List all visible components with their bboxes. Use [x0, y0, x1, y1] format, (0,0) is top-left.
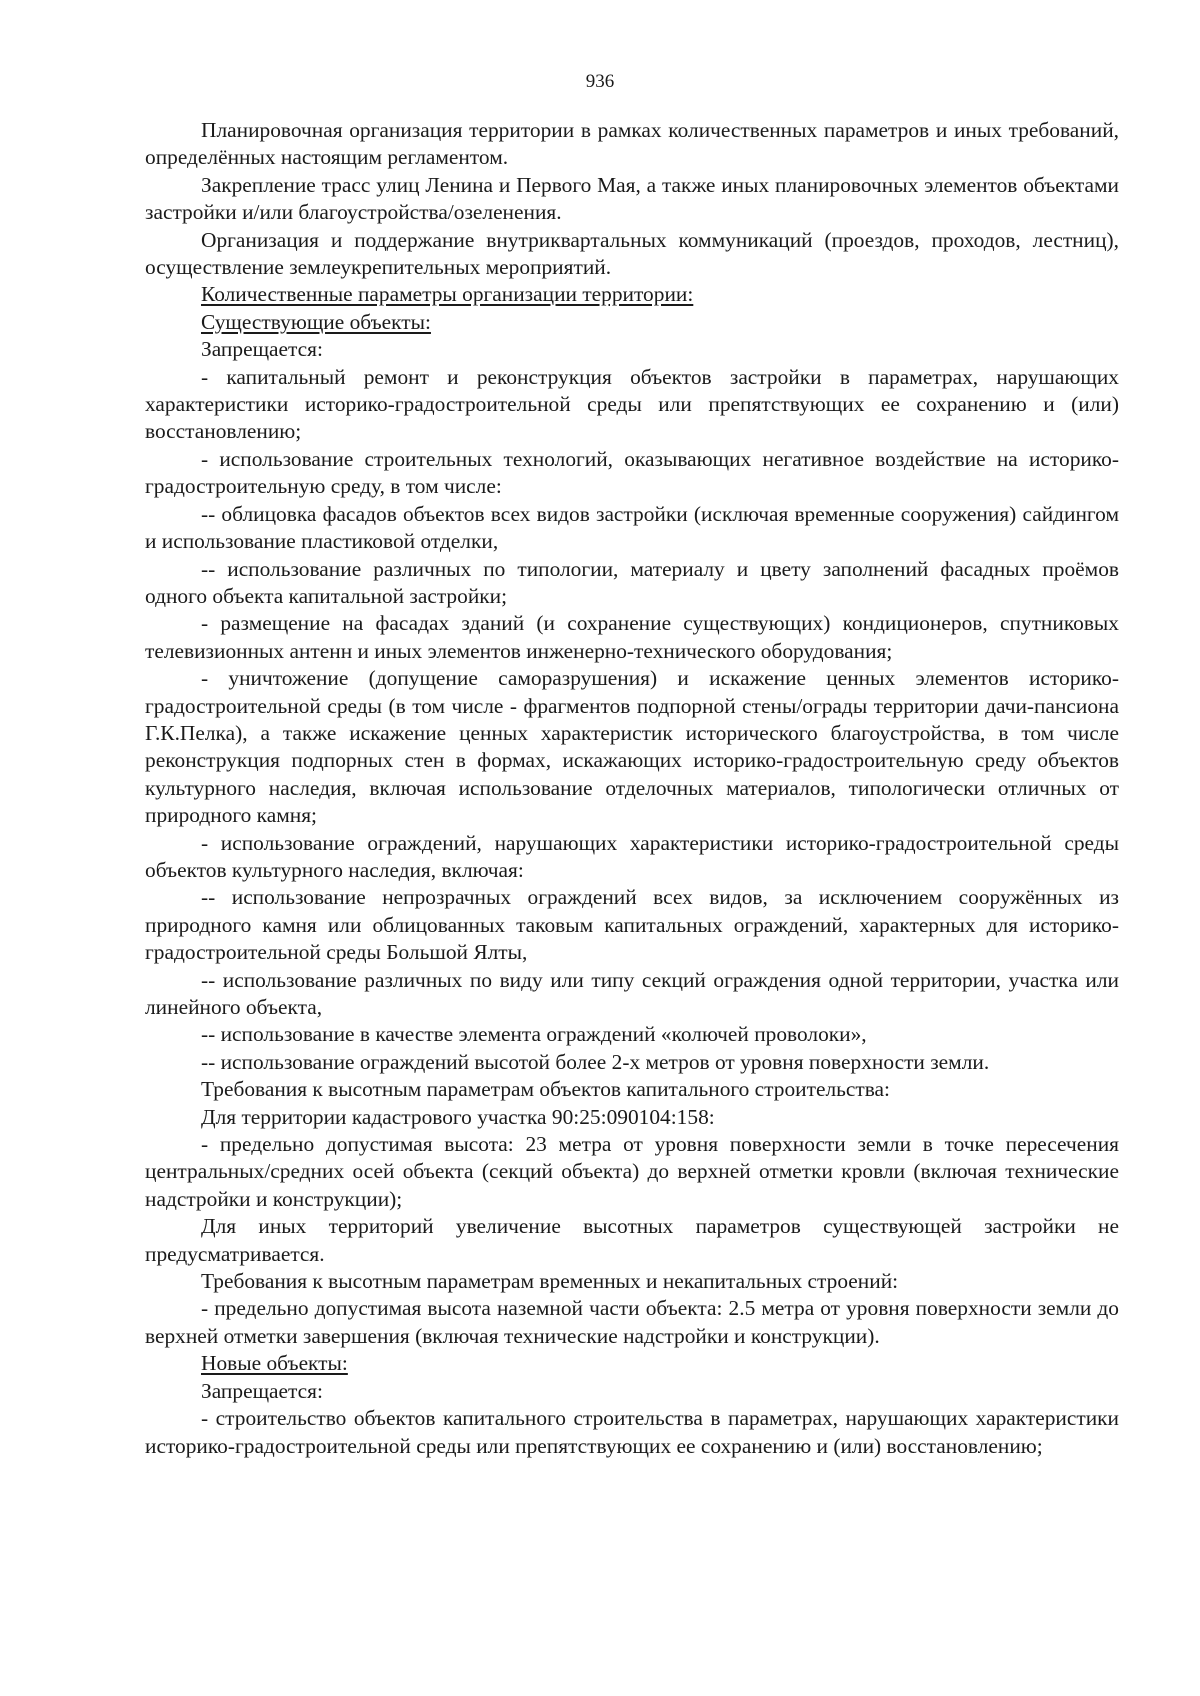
subsection-heading-text: Новые объекты: — [201, 1351, 348, 1376]
paragraph: - использование строительных технологий, оказывающих негативное воздействие на историко-градостроительную среду, в том числе: — [145, 446, 1119, 499]
paragraph: Запрещается: — [201, 337, 323, 362]
paragraph: Для территории кадастрового участка 90:25:090104:158: — [201, 1104, 715, 1129]
subsection-heading-text: Существующие объекты: — [201, 309, 431, 334]
section-heading — [145, 281, 1119, 308]
paragraph: - строительство объектов капитального строительства в параметрах, нарушающих характеристики историко-градостроительной среды или препятствующих ее сохранению и (или) восстановлению; — [145, 1406, 1119, 1458]
paragraph: - предельно допустимая высота: 23 метра от уровня поверхности земли в точке пересечения центральных/средних осей объекта (секций объекта) до верхней отметки кровли (включая технические надстройки и конструкции); — [145, 1132, 1119, 1211]
paragraph: Планировочная организация территории в рамках количественных параметров и иных требований, определённых настоящим регламентом. — [145, 118, 1119, 170]
paragraph: Требования к высотным параметрам временных и некапитальных строений: — [201, 1269, 899, 1294]
document-body — [145, 117, 1119, 1460]
paragraph: -- облицовка фасадов объектов всех видов застройки (исключая временные сооружения) сайдингом и использование пластиковой отделки, — [145, 501, 1119, 554]
paragraph: - использование ограждений, нарушающих характеристики историко-градостроительной среды объектов культурного наследия, включая: — [145, 830, 1119, 882]
subsection-heading — [145, 309, 1119, 336]
paragraph: -- использование непрозрачных ограждений всех видов, за исключением сооружённых из природного камня или облицованных таковым капитальных ограждений, характерных для историко-градостроительной среды Большой Ялты, — [145, 885, 1119, 965]
page-number: 936 — [585, 71, 615, 92]
paragraph: - предельно допустимая высота наземной части объекта: 2.5 метра от уровня поверхности земли до верхней отметки завершения (включая технические надстройки и конструкции). — [145, 1296, 1119, 1348]
paragraph: -- использование различных по типологии, материалу и цвету заполнений фасадных проёмов одного объекта капитальной застройки; — [145, 556, 1119, 608]
paragraph: - капитальный ремонт и реконструкция объектов застройки в параметрах, нарушающих характеристики историко-градостроительной среды или препятствующих ее сохранению и (или) восстановлению; — [145, 364, 1119, 444]
paragraph: - уничтожение (допущение саморазрушения) и искажение ценных элементов историко-градостроительной среды (в том числе - фрагментов подпорной стены/ограды территории дачи-пансиона Г.К.Пелка), а также искажение ценных характеристик исторического благоустройства, в том числе реконструкция подпорных стен в формах, искажающих историко-градостроительную среду объектов культурного наследия, включая использование отделочных материалов, типологически отличных от природного камня; — [145, 666, 1119, 828]
section-heading-text: Количественные параметры организации территории: — [201, 282, 694, 307]
paragraph: -- использование в качестве элемента ограждений «колючей проволоки», — [201, 1022, 867, 1047]
subsection-heading — [145, 1350, 1119, 1377]
paragraph: - размещение на фасадах зданий (и сохранение существующих) кондиционеров, спутниковых телевизионных антенн и иных элементов инженерно-технического оборудования; — [145, 611, 1119, 663]
paragraph: Запрещается: — [201, 1378, 323, 1403]
paragraph: Для иных территорий увеличение высотных параметров существующей застройки не предусматривается. — [145, 1214, 1119, 1266]
paragraph: -- использование различных по виду или типу секций ограждения одной территории, участка или линейного объекта, — [145, 967, 1119, 1019]
paragraph: Требования к высотным параметрам объектов капитального строительства: — [201, 1077, 890, 1102]
paragraph: Закрепление трасс улиц Ленина и Первого Мая, а также иных планировочных элементов объектами застройки и/или благоустройства/озеленения. — [145, 172, 1119, 225]
paragraph: Организация и поддержание внутриквартальных коммуникаций (проездов, проходов, лестниц), осуществление землеукрепительных мероприятий. — [145, 227, 1119, 280]
paragraph: -- использование ограждений высотой более 2-х метров от уровня поверхности земли. — [201, 1049, 990, 1074]
